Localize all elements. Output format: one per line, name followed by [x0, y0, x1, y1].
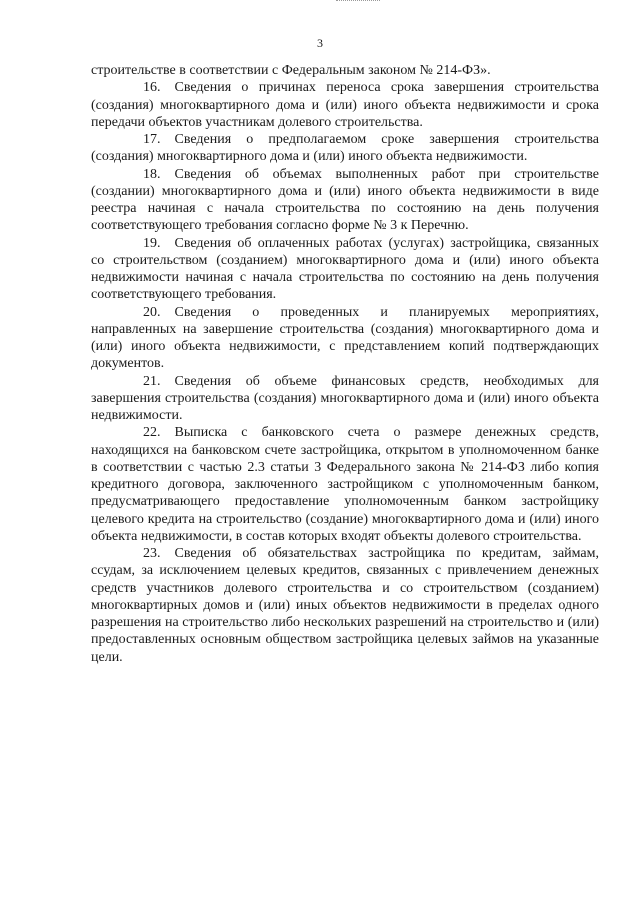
list-item-22: [91, 424, 599, 545]
top-edge-mark: [336, 0, 380, 3]
item-text: Выписка с банковского счета о размере денежных средств, находящихся на банковском счете застройщика, открытом в уполномоченном банке в соответствии с частью 2.3 статьи 3 Федерального закона № 214-ФЗ либо копия кредитного договора, заключенного застройщиком с уполномоченным банком, предусматривающего предоставление уполномоченным банком застройщику целевого кредита на строительство (создание) многоквартирного дома и (или) иного объекта недвижимости, в состав которых входят объекты долевого строительства.: [91, 425, 599, 544]
item-number: 22.: [143, 425, 161, 441]
item-text: Сведения о предполагаемом сроке завершения строительства (создания) многоквартирного дома и (или) иного объекта недвижимости.: [91, 132, 599, 165]
item-number: 21.: [143, 373, 161, 389]
document-body: [91, 62, 599, 666]
item-text: Сведения о проведенных и планируемых мероприятиях, направленных на завершение строительства (создания) многоквартирного дома и (или) иного объекта недвижимости, с представлением копий подтверждающих документов.: [91, 304, 599, 372]
item-text: Сведения об обязательствах застройщика по кредитам, займам, ссудам, за исключением целевых кредитов, связанных с привлечением денежных средств участников долевого строительства и со строительством (созданием) многоквартирных домов и (или) иных объектов недвижимости в пределах одного разрешения на строительство либо нескольких разрешений на строительство и (или) предоставленных основным обществом застройщика целевых займов на указанные цели.: [91, 546, 599, 665]
item-text: Сведения об объемах выполненных работ при строительстве (создании) многоквартирного дома и (или) иного объекта недвижимости в виде реестра начиная с начала строительства по состоянию на день получения соответствующего требования согласно форме № 3 к Перечню.: [91, 166, 599, 234]
page-number: 3: [317, 36, 323, 50]
list-item-21: [91, 373, 599, 425]
item-number: 23.: [143, 546, 161, 561]
item-number: 18.: [143, 166, 161, 182]
list-item-20: [91, 304, 599, 373]
list-item-18: [91, 166, 599, 235]
item-number: 20.: [143, 304, 161, 320]
list-item-17: [91, 131, 599, 166]
item-text: Сведения об оплаченных работах (услугах) застройщика, связанных со строительством (созданием) многоквартирного дома и (или) иного объекта недвижимости начиная с начала строительства по состоянию на день получения соответствующего требования.: [91, 235, 599, 303]
item-text: Сведения об объеме финансовых средств, необходимых для завершения строительства (создания) многоквартирного дома и (или) иного объекта недвижимости.: [91, 373, 599, 423]
list-item-23: [91, 545, 599, 666]
item-text: Сведения о причинах переноса срока завершения строительства (создания) многоквартирного дома и (или) иного объекта недвижимости и срока передачи объектов участникам долевого строительства.: [91, 80, 599, 130]
list-item-19: [91, 235, 599, 304]
item-number: 17.: [143, 132, 161, 147]
list-item-16: [91, 79, 599, 131]
item-number: 19.: [143, 235, 161, 251]
continuation-paragraph: строительстве в соответствии с Федеральным законом № 214-ФЗ».: [91, 63, 491, 78]
item-number: 16.: [143, 80, 161, 96]
